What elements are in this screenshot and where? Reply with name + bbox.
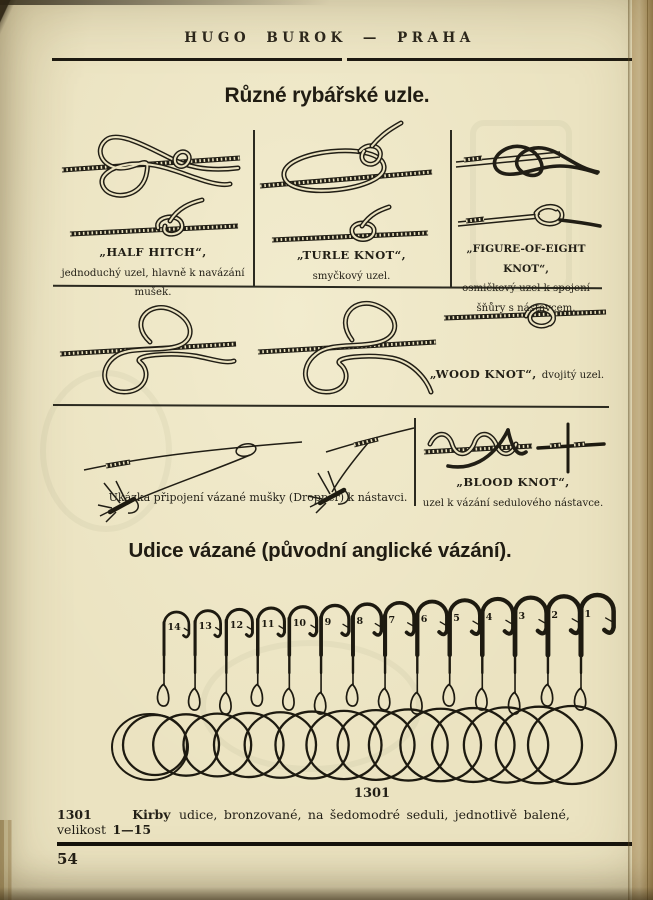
page-number: 54 [57,850,78,868]
hook-size-label: 10 [292,617,307,629]
wood-knot-stage2-figure [258,303,436,392]
item-brand: Kirby [132,807,171,822]
hooks-section-title: Udice vázané (původní anglické vázání). [128,539,512,562]
knot-name: „FIGURE-OF-EIGHT KNOT“, [466,243,586,275]
hook-size-label: 1 [584,608,592,620]
half-hitch-figure [62,137,240,234]
knot-desc: dvojitý uzel. [541,370,605,381]
catalog-item-row [57,807,612,837]
knot-desc: jednoduchý uzel, hlavně k navázání mušek. [61,267,245,299]
hook-size-label: 8 [356,615,364,627]
knot-name: „WOOD KNOT“, [429,367,537,381]
hook-size-label: 5 [453,612,460,624]
hook-size-label: 7 [388,614,396,626]
hook [245,607,317,778]
half-hitch-caption [53,241,253,300]
dropper-caption: Ukázka připojení vázané mušky (Dropper) k nástavci. [108,491,408,504]
hook-size-label: 13 [198,620,212,632]
figure-of-eight-caption [447,237,605,315]
hook-size-label: 2 [551,609,559,621]
hooks-figure [0,585,653,820]
dropper-attachment-figure [84,428,414,522]
publisher-header: HUGO BUROK — PRAHA [184,30,475,46]
figure-of-eight-figure [456,146,600,226]
hook-size-label: 9 [324,616,332,628]
blood-knot-figure [424,424,604,472]
hook [464,598,548,783]
wood-knot-stage1-figure [60,308,236,392]
scan-bottom-shadow [0,887,653,900]
scan-corner-shadow [0,0,22,44]
hook-size-label: 6 [420,613,428,625]
knot-desc: osmičkový uzel k spojení šňůry s nástavcem. [462,283,590,314]
wood-knot-caption [424,363,610,383]
item-description: udice, bronzované, na šedomodré seduli, jednotlivě balené, velikost [57,807,570,837]
book-page-edge [632,0,653,900]
knot-desc: uzel k vázání sedulového nástavce. [422,497,604,509]
hook-size-label: 3 [518,610,526,622]
hook [528,595,616,784]
hook-size-label: 11 [261,618,275,630]
knot-name: „HALF HITCH“, [99,245,207,259]
knot-desc: smyčkový uzel. [312,270,391,282]
knot-name: „TURLE KNOT“, [296,248,407,262]
knots-section-title: Různé rybářské uzle. [224,84,430,107]
scan-top-edge [0,0,330,5]
turle-knot-figure [260,123,432,240]
turle-knot-caption [253,244,450,283]
item-code: 1301 [57,807,92,822]
hook-size-label: 4 [485,611,493,623]
footer-rule [57,842,650,846]
hook [496,596,582,783]
item-size-range: 1—15 [112,822,152,837]
blood-knot-caption [421,471,605,510]
figure-number: 1301 [353,786,391,801]
hook-size-label: 12 [229,619,244,631]
knot-name: „BLOOD KNOT“, [456,475,570,489]
hook [112,612,189,780]
hook-size-label: 14 [167,621,181,633]
